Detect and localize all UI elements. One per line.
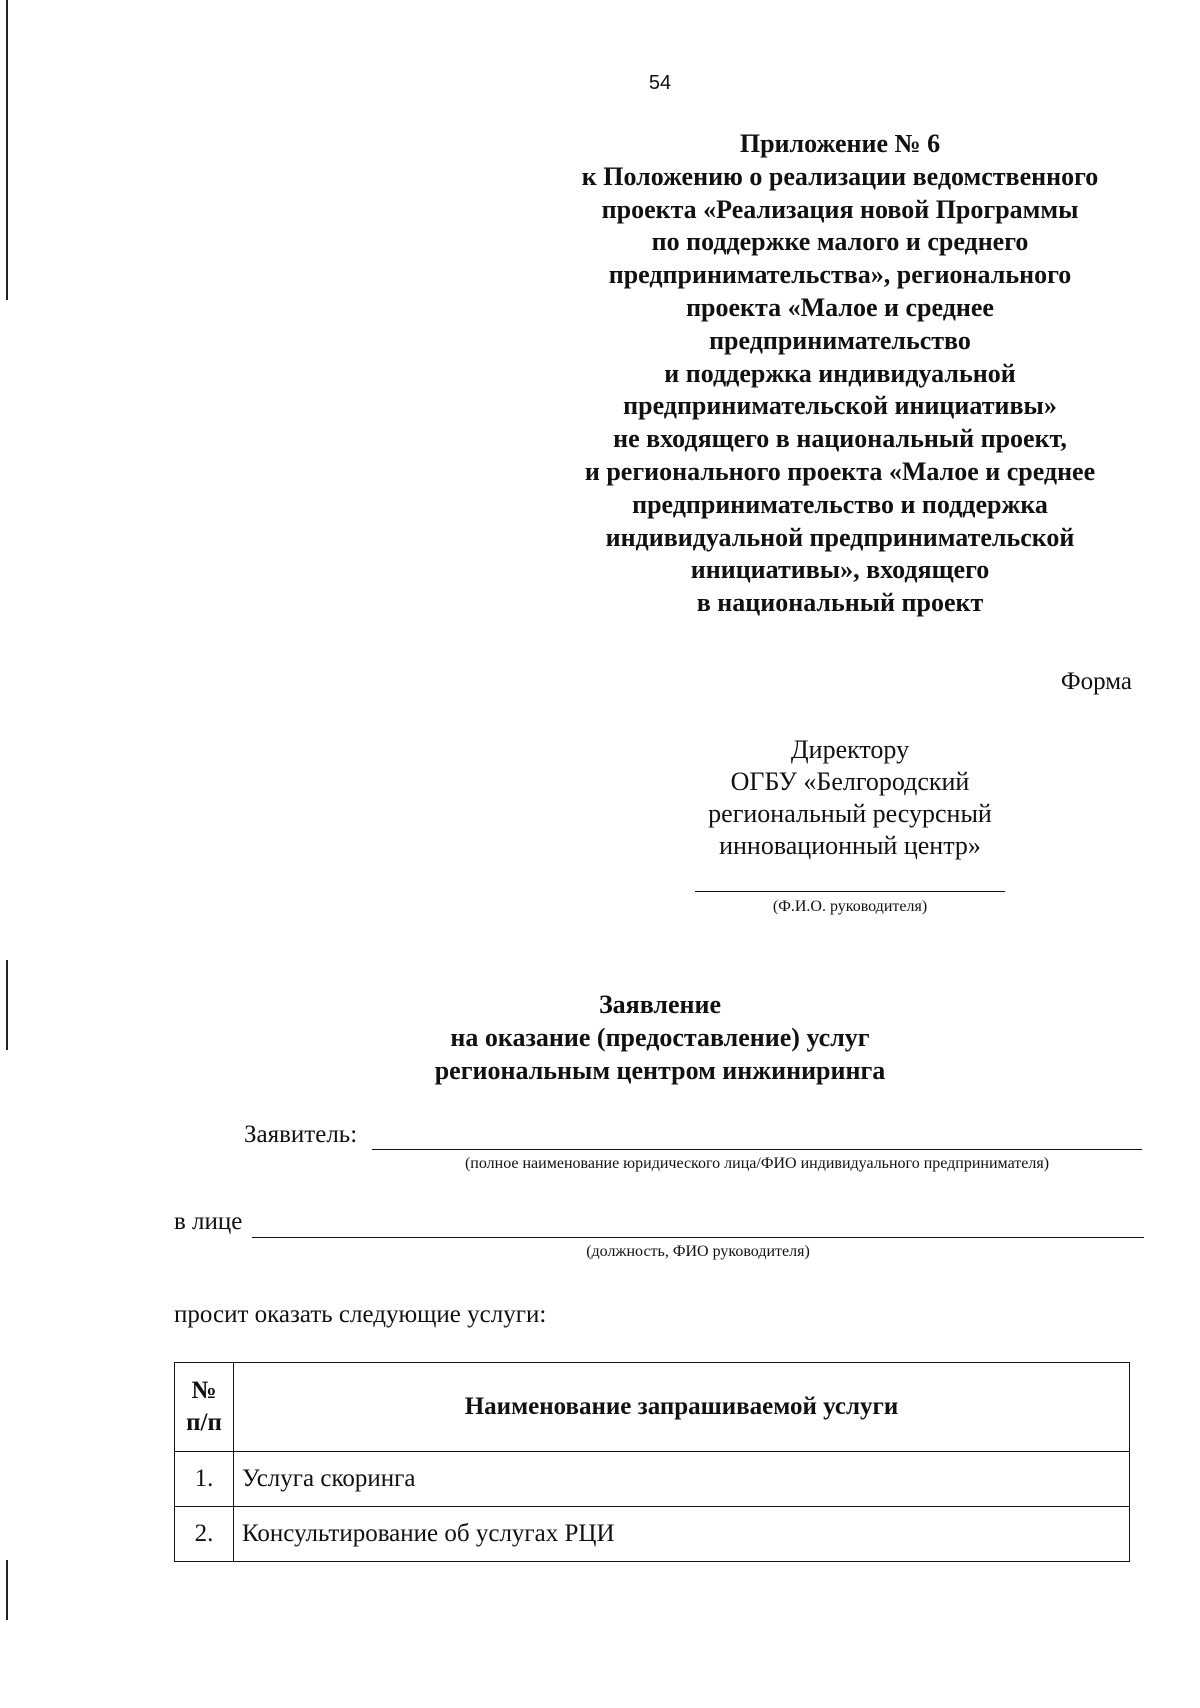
appendix-line: предпринимательской инициативы» — [623, 391, 1057, 421]
addressee-line: ОГБУ «Белгородский — [730, 767, 970, 796]
row-number: 1. — [175, 1452, 234, 1507]
table-row — [175, 1507, 1130, 1562]
form-label: Форма — [1060, 668, 1132, 695]
number-column-header — [175, 1363, 234, 1452]
row-number: 2. — [175, 1507, 234, 1562]
statement-line: Заявление — [598, 990, 722, 1019]
request-text: просит оказать следующие услуги: — [174, 1301, 547, 1328]
table-header-row — [175, 1363, 1130, 1452]
number-header-line: № — [191, 1377, 217, 1404]
addressee-line: инновационный центр» — [719, 831, 981, 860]
statement-line: на оказание (предоставление) услуг — [450, 1023, 870, 1052]
service-name: Услуга скоринга — [234, 1452, 1130, 1507]
services-table — [174, 1362, 1130, 1562]
appendix-line: и регионального проекта «Малое и среднее — [584, 456, 1096, 486]
appendix-heading — [560, 128, 1120, 620]
addressee-block — [660, 734, 1040, 862]
appendix-line: индивидуальной предпринимательской — [605, 522, 1075, 552]
appendix-line: проекта «Малое и среднее — [686, 292, 994, 322]
service-name: Консультирование об услугах РЦИ — [234, 1507, 1130, 1562]
scan-edge-mark — [6, 1560, 8, 1620]
page-number: 54 — [648, 72, 672, 94]
appendix-line: Приложение № 6 — [739, 129, 941, 158]
appendix-line: инициативы», входящего — [690, 555, 990, 585]
applicant-label: Заявитель: — [244, 1121, 358, 1148]
representative-label: в лице — [174, 1208, 243, 1235]
representative-caption: (должность, ФИО руководителя) — [586, 1243, 810, 1260]
appendix-line: по поддержке малого и среднего — [651, 227, 1029, 257]
appendix-line: предпринимательство — [709, 325, 971, 355]
appendix-line: к Положению о реализации ведомственного — [581, 161, 1099, 191]
number-header-line: п/п — [186, 1409, 222, 1436]
scan-edge-mark — [6, 0, 8, 300]
appendix-line: проекта «Реализация новой Программы — [601, 194, 1079, 224]
director-name-caption: (Ф.И.О. руководителя) — [772, 898, 928, 915]
statement-line: региональным центром инжиниринга — [434, 1056, 886, 1085]
scan-edge-mark — [6, 960, 8, 1050]
appendix-line: и поддержка индивидуальной — [664, 358, 1016, 388]
appendix-line: предпринимательство и поддержка — [632, 489, 1048, 519]
applicant-caption: (полное наименование юридического лица/ФИО индивидуального предпринимателя) — [464, 1155, 1050, 1172]
representative-field[interactable] — [252, 1237, 1144, 1238]
service-column-header: Наименование запрашиваемой услуги — [234, 1363, 1130, 1452]
appendix-line: не входящего в национальный проект, — [613, 424, 1067, 454]
appendix-line: предпринимательства», регионального — [608, 260, 1072, 290]
table-row — [175, 1452, 1130, 1507]
addressee-line: региональный ресурсный — [708, 799, 992, 828]
applicant-field[interactable] — [372, 1149, 1142, 1150]
statement-title — [360, 988, 960, 1087]
director-name-line[interactable] — [695, 891, 1005, 892]
addressee-line: Директору — [790, 735, 910, 764]
appendix-line: в национальный проект — [696, 588, 984, 618]
